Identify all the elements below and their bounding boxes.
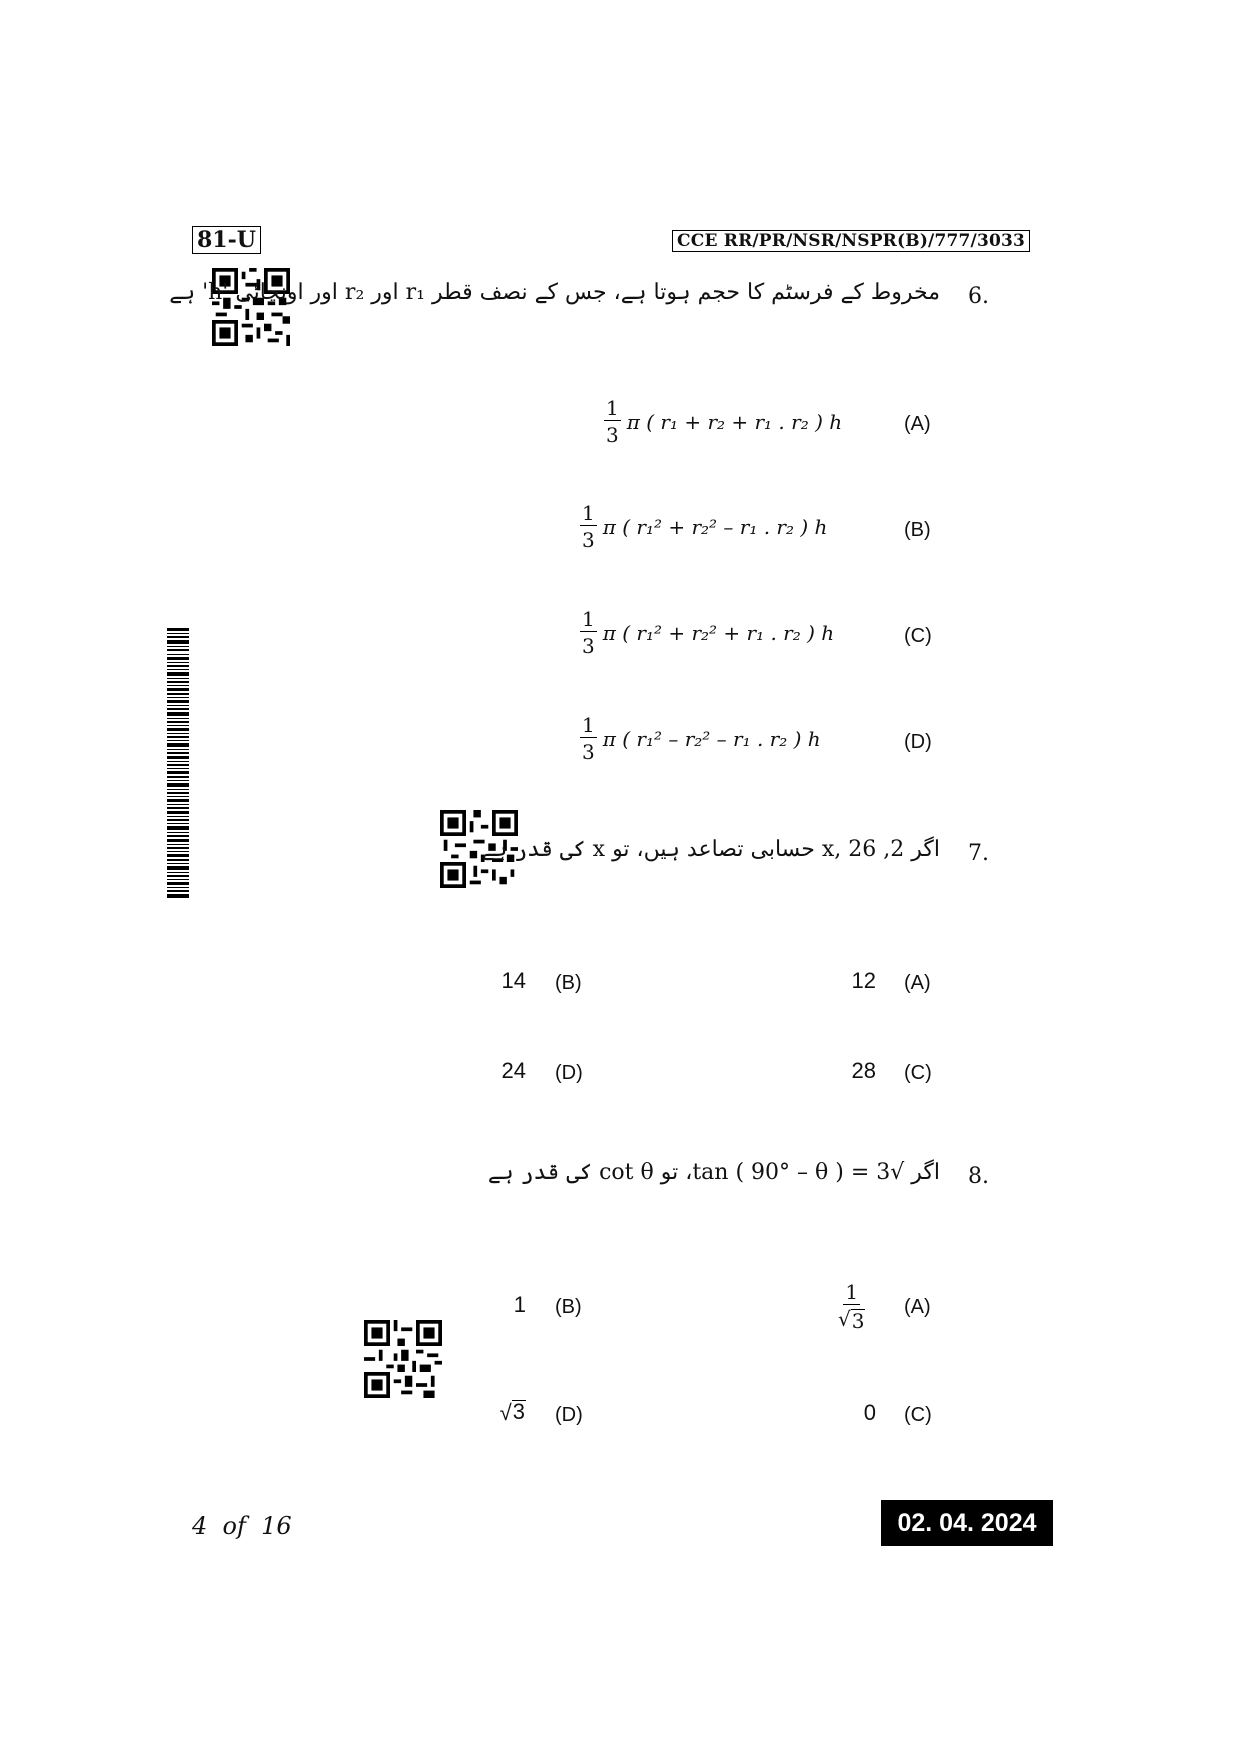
- option-value: [470, 1400, 526, 1426]
- fraction: $\frac{1}{3}$: [582, 501, 595, 552]
- option-value: 28: [851, 1058, 876, 1083]
- question-number: 7.: [968, 841, 989, 866]
- option-value: 0: [863, 1400, 876, 1425]
- question-text: مخروط کے فرسٹم کا حجم ہوتا ہے، جس کے نصف قطر r₁ اور r₂ اور اونچائی 'h' ہے: [169, 280, 940, 305]
- option-expression: $\frac{1}{3}$ π ( r₁ + r₂ + r₁ . r₂ ) h: [606, 396, 843, 447]
- question-text: اگر 2, x, 26 حسابی تصاعد ہیں، تو x کی قدر ہے: [481, 837, 940, 862]
- option-label: (B): [555, 1296, 582, 1318]
- option-value: 14: [501, 968, 526, 993]
- option-value: 24: [501, 1058, 526, 1083]
- option-label: (D): [555, 1062, 583, 1084]
- option-label: (B): [555, 972, 582, 994]
- option-label: (B): [904, 519, 931, 541]
- question-number: 6.: [968, 284, 989, 309]
- option-label: (D): [904, 731, 932, 753]
- option-label: (A): [904, 972, 931, 994]
- option-label: (A): [904, 1296, 931, 1318]
- option-expression: $\frac{1}{3}$ π ( r₁² + r₂² – r₁ . r₂ ) h: [582, 501, 828, 552]
- subject-code: 81-U: [192, 226, 261, 254]
- option-label: (C): [904, 1062, 932, 1084]
- option-label: (D): [555, 1404, 583, 1426]
- fraction: 1 √ 3: [838, 1280, 865, 1333]
- option-label: (C): [904, 1404, 932, 1426]
- paper-code: CCE RR/PR/NSR/NSPR(B)/777/3033: [672, 230, 1030, 252]
- question-number: 8.: [968, 1164, 989, 1189]
- qr-code-icon: [364, 1320, 442, 1398]
- square-root: √ 3: [499, 1399, 525, 1425]
- option-label: (A): [904, 413, 931, 435]
- option-value: 12: [851, 968, 876, 993]
- option-expression: [838, 1282, 871, 1332]
- option-value: 1: [513, 1292, 526, 1317]
- barcode-icon: [167, 628, 189, 898]
- option-expression: $\frac{1}{3}$ π ( r₁² + r₂² + r₁ . r₂ ) h: [582, 607, 835, 658]
- fraction: $\frac{1}{3}$: [582, 713, 595, 764]
- option-label: (C): [904, 625, 932, 647]
- option-expression: $\frac{1}{3}$ π ( r₁² – r₂² – r₁ . r₂ ) h: [582, 713, 821, 764]
- fraction: $\frac{1}{3}$: [606, 396, 619, 447]
- question-text: اگر √3 = tan ( 90° – θ )، تو cot θ کی قدر ہے: [487, 1160, 940, 1185]
- square-root: √ 3: [838, 1307, 865, 1333]
- fraction: $\frac{1}{3}$: [582, 607, 595, 658]
- page-indicator: 4 of 16: [192, 1512, 292, 1540]
- exam-date: 02. 04. 2024: [881, 1500, 1053, 1546]
